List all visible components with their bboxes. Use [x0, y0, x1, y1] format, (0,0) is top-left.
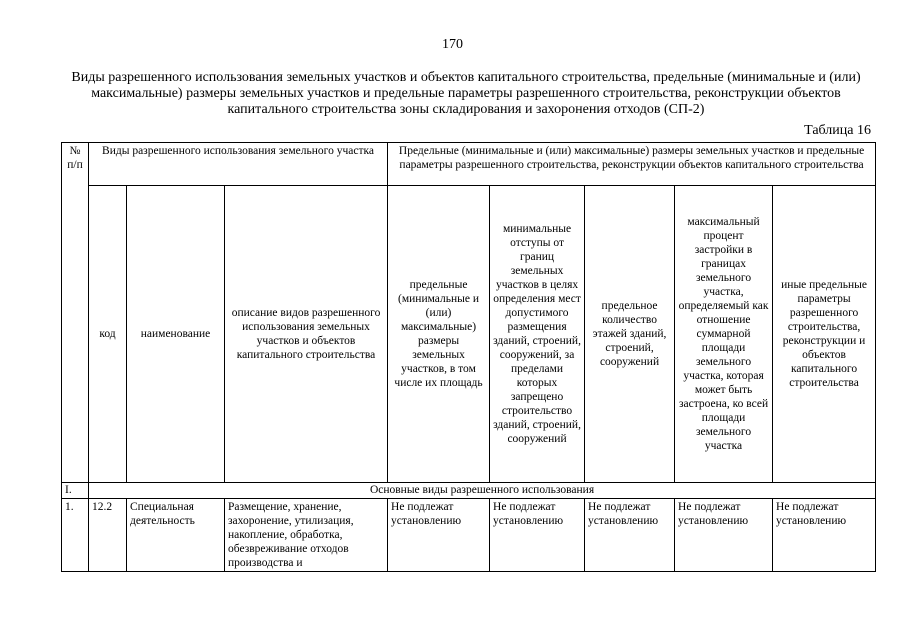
table-row [62, 499, 876, 572]
header-row-columns [62, 186, 876, 483]
cell-size: Не подлежат установлению [388, 499, 490, 572]
header-name: наименование [127, 186, 225, 483]
section-row [62, 483, 876, 499]
cell-description: Размещение, хранение, захоронение, утилизация, накопление, обработка, обезвреживание отходов производства и [225, 499, 388, 572]
header-row-top [62, 143, 876, 186]
table-title: Виды разрешенного использования земельных участков и объектов капитального строительства, предельные (минимальные и (или) максимальные) размеры земельных участков и предельные параметры разрешенного строительства, реконструкции объектов капитального строительства зоны складирования и захоронения отходов (СП-2) [71, 70, 861, 117]
land-use-table [61, 142, 876, 572]
header-code: код [89, 186, 127, 483]
header-limits-group: Предельные (минимальные и (или) максимальные) размеры земельных участков и предельные параметры разрешенного строительства, реконструкции объектов капитального строительства [388, 143, 876, 186]
page-number: 170 [442, 37, 463, 52]
header-floors: предельное количество этажей зданий, строений, сооружений [585, 186, 675, 483]
header-setbacks: минимальные отступы от границ земельных участков в целях определения мест допустимого размещения зданий, строений, сооружений, за пределами которых запрещено строительство зданий, строений, сооружений [490, 186, 585, 483]
header-description: описание видов разрешенного использования земельных участков и объектов капитального строительства [225, 186, 388, 483]
section-num: I. [62, 483, 89, 499]
cell-name: Специальная деятельность [127, 499, 225, 572]
cell-num: 1. [62, 499, 89, 572]
header-coverage: максимальный процент застройки в границах земельного участка, определяемый как отношение суммарной площади земельного участка, которая может быть застроена, ко всей площади земельного участка [675, 186, 773, 483]
cell-other: Не подлежат установлению [773, 499, 876, 572]
header-land-use-group: Виды разрешенного использования земельного участка [89, 143, 388, 186]
header-other: иные предельные параметры разрешенного строительства, реконструкции и объектов капитального строительства [773, 186, 876, 483]
cell-code: 12.2 [89, 499, 127, 572]
section-label: Основные виды разрешенного использования [89, 483, 876, 499]
header-size: предельные (минимальные и (или) максимальные) размеры земельных участков, в том числе их площадь [388, 186, 490, 483]
header-num: № п/п [62, 143, 89, 483]
table-label: Таблица 16 [804, 123, 871, 138]
cell-setbacks: Не подлежат установлению [490, 499, 585, 572]
cell-floors: Не подлежат установлению [585, 499, 675, 572]
cell-coverage: Не подлежат установлению [675, 499, 773, 572]
